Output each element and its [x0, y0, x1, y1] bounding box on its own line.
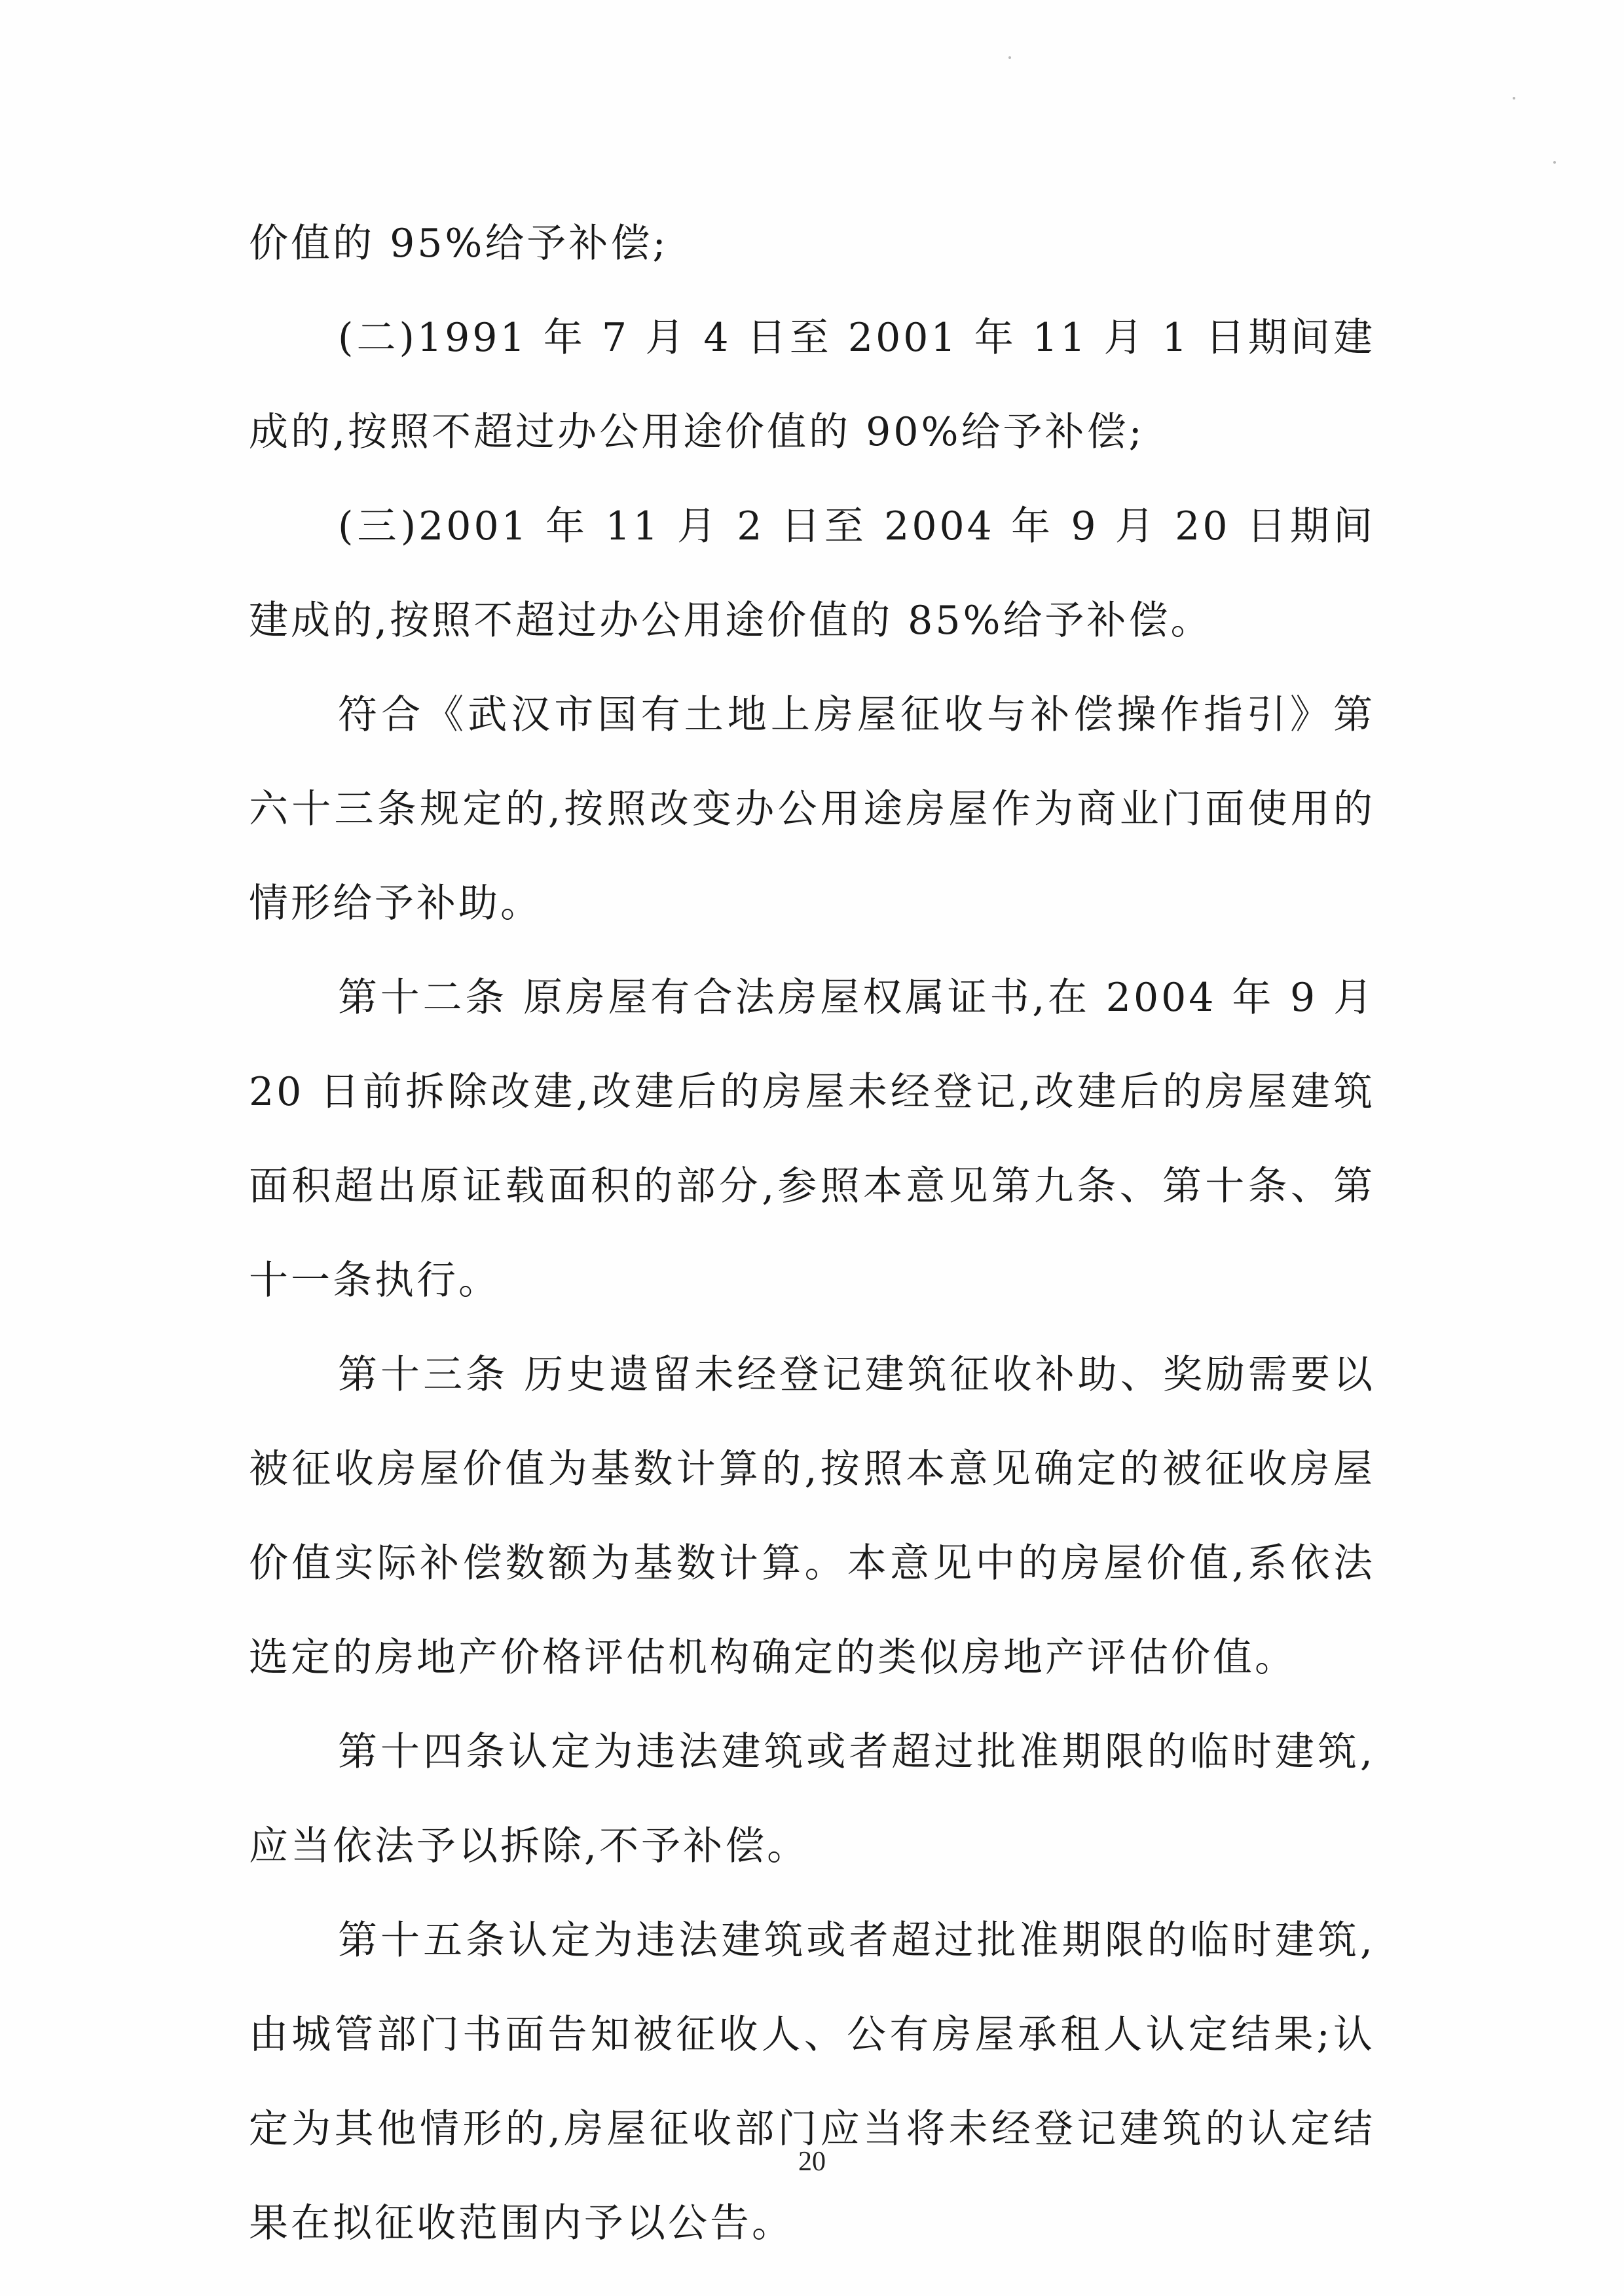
scan-speck [1553, 161, 1556, 164]
paragraph-guideline-reference: 符合《武汉市国有土地上房屋征收与补偿操作指引》第六十三条规定的,按照改变办公用途房屋作为商业门面使用的情形给予补助。 [249, 692, 1375, 926]
page-number: 20 [798, 2147, 826, 2177]
paragraph-item-3: (三)2001 年 11 月 2 日至 2004 年 9 月 20 日期间建成的,按照不超过办公用途价值的 85%给予补偿。 [249, 503, 1375, 644]
paragraph-article-14: 第十四条认定为违法建筑或者超过批准期限的临时建筑,应当依法予以拆除,不予补偿。 [249, 1729, 1375, 1869]
body-text [249, 196, 1375, 2270]
scan-speck [1513, 97, 1515, 100]
paragraph-continuation: 价值的 95%给予补偿; [249, 221, 669, 266]
paragraph-article-15: 第十五条认定为违法建筑或者超过批准期限的临时建筑,由城管部门书面告知被征收人、公有房屋承租人认定结果;认定为其他情形的,房屋征收部门应当将未经登记建筑的认定结果在拟征收范围内予以公告。 [249, 1918, 1375, 2246]
paragraph-item-2: (二)1991 年 7 月 4 日至 2001 年 11 月 1 日期间建成的,按照不超过办公用途价值的 90%给予补偿; [249, 315, 1375, 455]
scan-speck [1008, 56, 1011, 59]
paragraph-article-13: 第十三条 历史遗留未经登记建筑征收补助、奖励需要以被征收房屋价值为基数计算的,按照本意见确定的被征收房屋价值实际补偿数额为基数计算。本意见中的房屋价值,系依法选定的房地产价格评估机构确定的类似房地产评估价值。 [249, 1352, 1375, 1681]
paragraph-article-12: 第十二条 原房屋有合法房屋权属证书,在 2004 年 9 月 20 日前拆除改建,改建后的房屋未经登记,改建后的房屋建筑面积超出原证载面积的部分,参照本意见第九条、第十条、第十一条执行。 [249, 975, 1375, 1303]
